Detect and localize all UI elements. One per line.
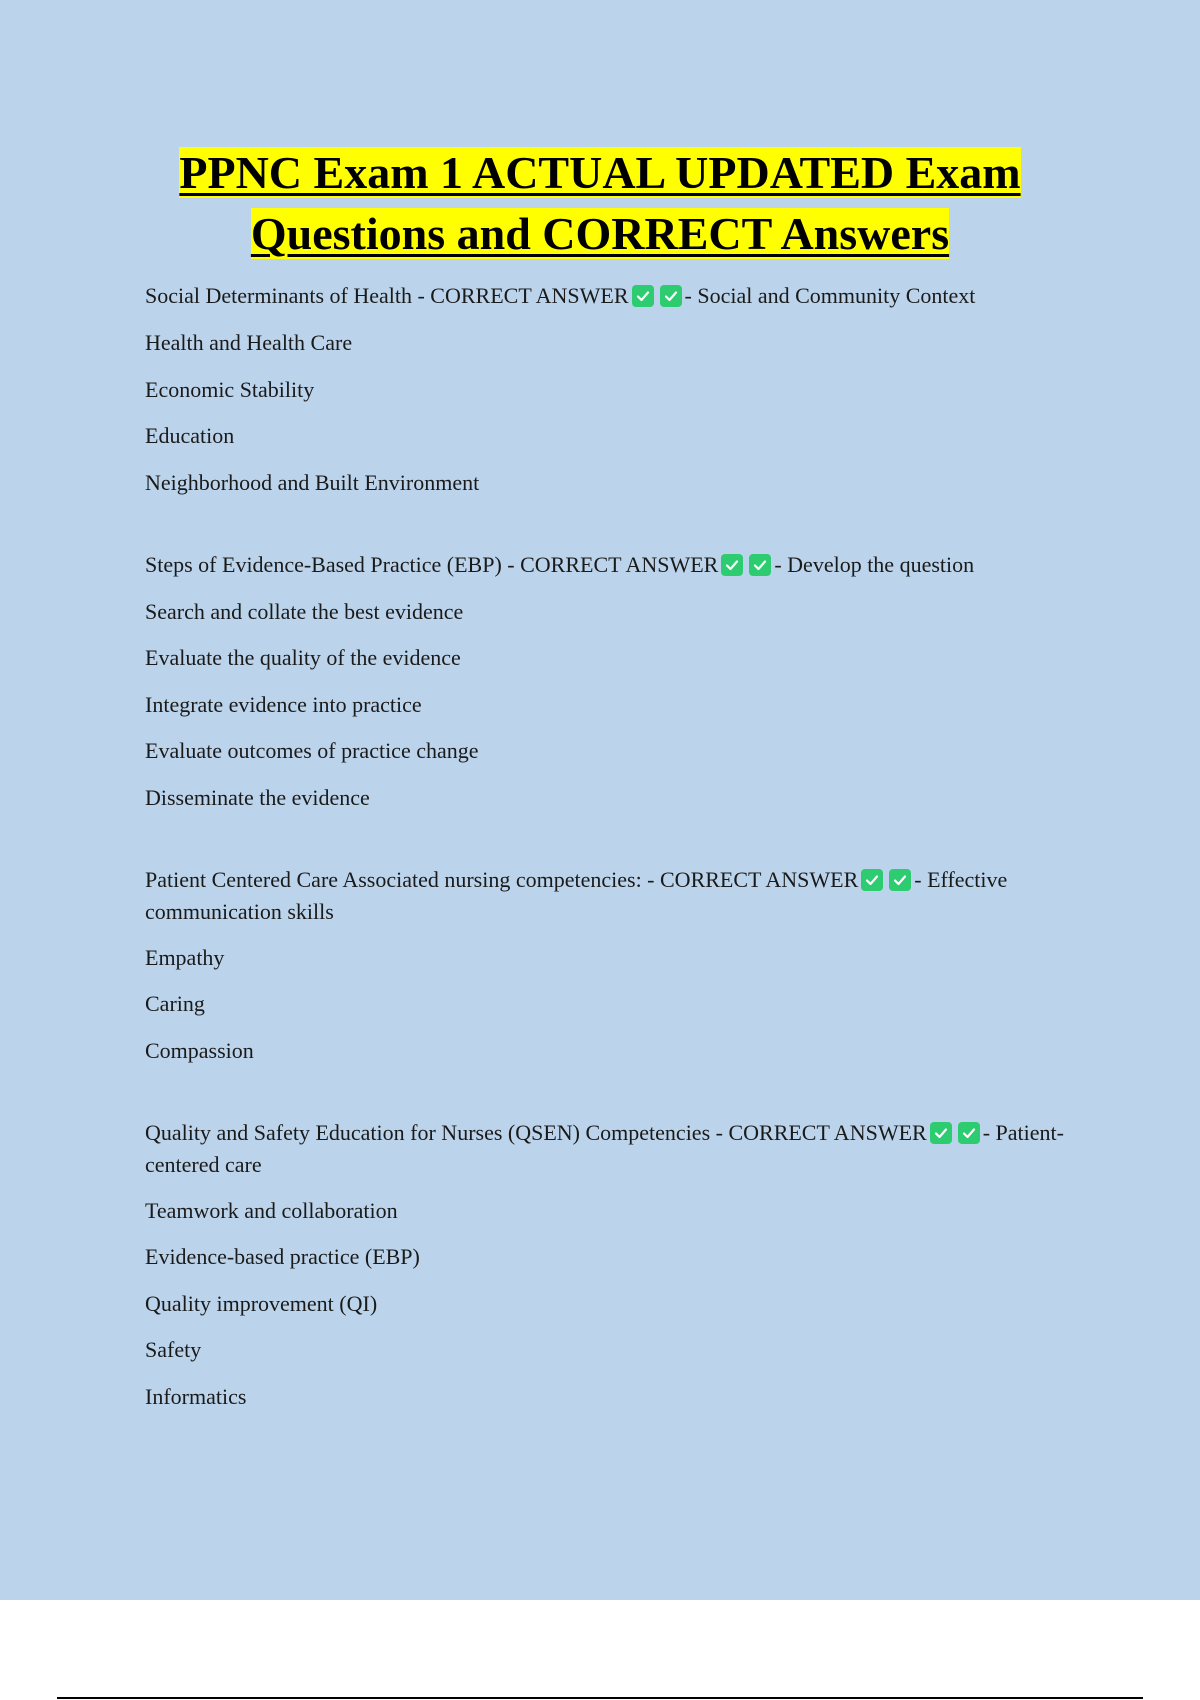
- answer-item: Education: [145, 423, 235, 448]
- qa-section: [145, 1117, 1090, 1413]
- question-text: Patient Centered Care Associated nursing competencies: - CORRECT ANSWER: [145, 866, 859, 892]
- qa-section: [145, 549, 1090, 814]
- check-mark-icon: [958, 1122, 980, 1144]
- answer-item: Integrate evidence into practice: [145, 691, 422, 717]
- check-mark-icon: [721, 554, 743, 576]
- first-answer-text: - Patient-centered care: [145, 1119, 1064, 1177]
- question-line: [145, 280, 1090, 312]
- first-answer-text: - Social and Community Context: [684, 283, 976, 308]
- title-line-2: Questions and CORRECT Answers: [250, 208, 950, 259]
- answer-item: Health and Health Care: [145, 330, 353, 355]
- answer-item: Disseminate the evidence: [145, 784, 370, 810]
- answer-item: Evidence-based practice (EBP): [145, 1244, 420, 1269]
- check-mark-icon: [660, 285, 682, 307]
- qa-section: [145, 280, 1090, 499]
- answer-item: Informatics: [145, 1383, 247, 1409]
- first-answer-text: - Develop the question: [774, 551, 975, 577]
- check-mark-icon: [889, 869, 911, 891]
- answer-item: Quality improvement (QI): [145, 1290, 378, 1316]
- answer-item: Economic Stability: [145, 376, 315, 402]
- qa-content: [145, 280, 1090, 1463]
- answer-item: Search and collate the best evidence: [145, 598, 464, 624]
- question-text: Quality and Safety Education for Nurses (QSEN) Competencies - CORRECT ANSWER: [145, 1119, 927, 1145]
- question-line: [145, 864, 1090, 928]
- title-line-1: PPNC Exam 1 ACTUAL UPDATED Exam: [179, 147, 1021, 198]
- check-mark-icon: [749, 554, 771, 576]
- answer-item: Evaluate outcomes of practice change: [145, 738, 479, 763]
- document-title: [100, 142, 1100, 264]
- answer-item: Empathy: [145, 944, 225, 970]
- check-mark-icon: [861, 869, 883, 891]
- check-mark-icon: [930, 1122, 952, 1144]
- first-answer-text: - Effective communication skills: [145, 866, 1008, 924]
- answer-item: Teamwork and collaboration: [145, 1197, 398, 1223]
- question-text: Social Determinants of Health - CORRECT ANSWER: [145, 283, 629, 308]
- qa-section: [145, 864, 1090, 1067]
- answer-item: Caring: [145, 991, 205, 1016]
- answer-item: Compassion: [145, 1037, 254, 1063]
- answer-item: Evaluate the quality of the evidence: [145, 645, 461, 670]
- answer-item: Safety: [145, 1337, 202, 1362]
- question-line: [145, 549, 1090, 581]
- check-mark-icon: [632, 285, 654, 307]
- question-line: [145, 1117, 1090, 1181]
- question-text: Steps of Evidence-Based Practice (EBP) - CORRECT ANSWER: [145, 551, 719, 577]
- answer-item: Neighborhood and Built Environment: [145, 469, 480, 495]
- footer-divider: [57, 1697, 1143, 1699]
